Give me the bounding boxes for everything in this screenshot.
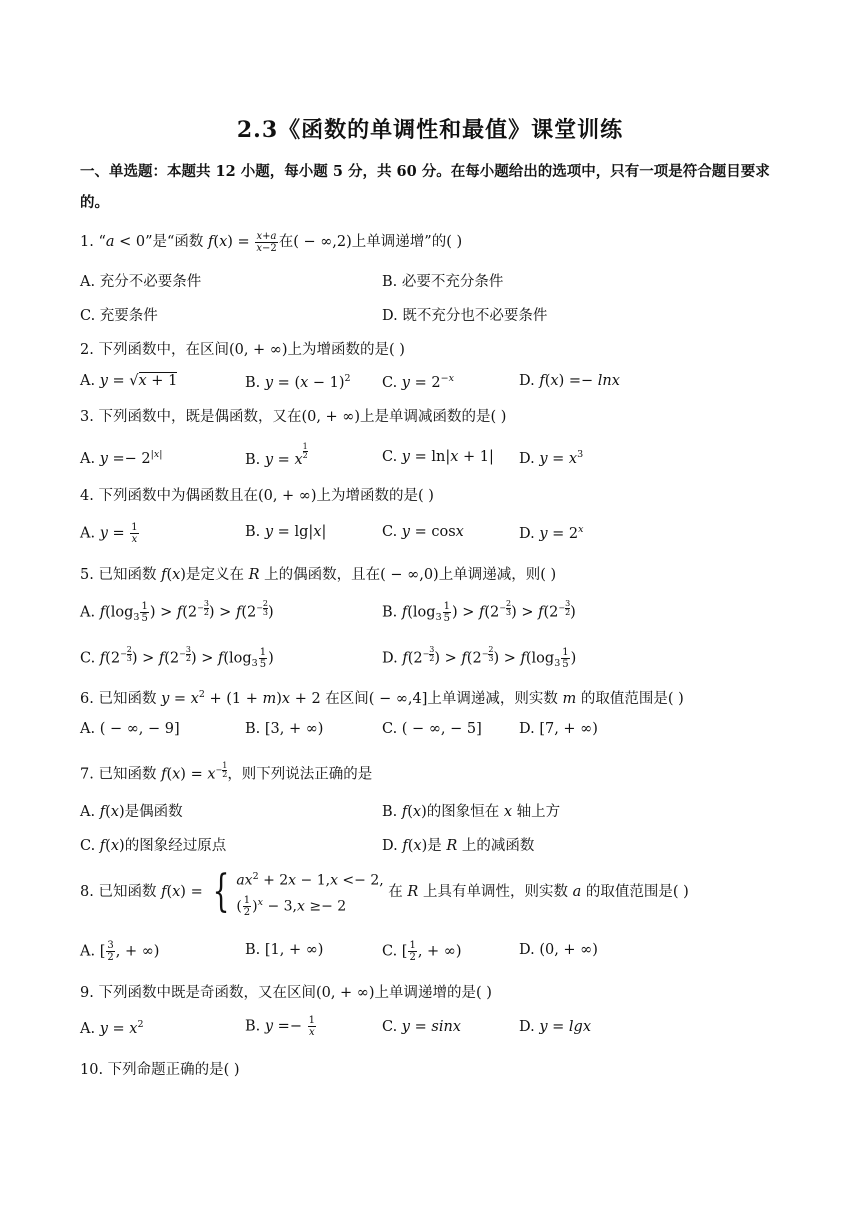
- q6-option-c: C. ( − ∞, − 5]: [382, 721, 482, 737]
- q5-option-b: B. $f(\log_3$ $\frac{1}{5}$ ) > f(2− $\frac{2}{3}$ ) > f(2− $\frac{3}{2}$ ): [382, 599, 576, 624]
- section-heading: 一、单选题：本题共 12 小题，每小题 5 分，共 60 分。在每小题给出的选项中，只有一项是符合题目要求的。: [80, 163, 770, 211]
- q5-option-d: D. f(2− $\frac{3}{2}$ ) > f(2− $\frac{2}{3}$ ) > $f(\log_3$ $\frac{1}{5}$ ): [382, 645, 577, 670]
- q1-option-b: B. 必要不充分条件: [382, 274, 504, 290]
- q8-option-a: A. [ $\frac{3}{2}$ , + ∞): [80, 940, 160, 963]
- q4-option-a: A. y = $\frac{1}{x}$: [80, 522, 138, 545]
- question-3-stem: 3. 下列函数中，既是偶函数，又在(0, + ∞)上是单调减函数的是( ): [80, 409, 507, 425]
- q3-option-a: A. $y =- 2^{|x|}$: [80, 449, 163, 467]
- q6-option-a: A. ( − ∞, − 9]: [80, 721, 180, 737]
- q2-option-c: C. $y = 2^{-x}$: [382, 373, 454, 391]
- q4-option-b: B. y = lg|x|: [245, 524, 327, 540]
- q2-option-b: B. $y = (x - 1)^2$: [245, 373, 351, 391]
- question-7-stem: 7. 已知函数 f(x) = x− $\frac{1}{2}$ ，则下列说法正确的是: [80, 761, 373, 783]
- question-4-stem: 4. 下列函数中为偶函数且在(0, + ∞)上为增函数的是( ): [80, 488, 434, 504]
- question-2-stem: 2. 下列函数中，在区间(0, + ∞)上为增函数的是( ): [80, 342, 405, 358]
- question-5-stem: 5. 已知函数 f(x)是定义在 R 上的偶函数，且在( − ∞,0)上单调递减，则( ): [80, 567, 557, 583]
- q7-option-c: C. f(x)的图象经过原点: [80, 838, 227, 854]
- question-10-stem: 10. 下列命题正确的是( ): [80, 1062, 240, 1078]
- q3-option-d: D. $y = x^3$: [519, 449, 584, 467]
- q7-option-d: D. f(x)是 R 上的减函数: [382, 838, 535, 854]
- q9-option-c: C. y = sinx: [382, 1019, 461, 1035]
- q9-option-b: B. y =− $\frac{1}{x}$: [245, 1015, 315, 1038]
- q9-option-a: A. $y = x^2$: [80, 1019, 144, 1037]
- q2-option-a: A. y = √x + 1: [80, 373, 178, 389]
- q3-option-c: C. y = ln|x + 1|: [382, 449, 494, 465]
- q6-option-d: D. [7, + ∞): [519, 721, 598, 737]
- q1-option-d: D. 既不充分也不必要条件: [382, 308, 548, 324]
- q7-option-b: B. f(x)的图象恒在 x 轴上方: [382, 804, 561, 820]
- q4-option-c: C. y = cosx: [382, 524, 464, 540]
- q7-option-a: A. f(x)是偶函数: [80, 804, 183, 820]
- question-1-stem: 1. “a < 0”是“函数 f(x) = $\frac{x+a}{x-2}$ 在( − ∞,2)上单调递增”的( ): [80, 230, 463, 254]
- question-6-stem: 6. 已知函数 $y = x^2 + (1 + m)x + 2$ 在区间( − ∞,4]上单调递减，则实数 m 的取值范围是( ): [80, 689, 684, 707]
- q5-option-c: C. f(2− $\frac{2}{3}$ ) > f(2− $\frac{3}{2}$ ) > $f(\log_3$ $\frac{1}{5}$ ): [80, 645, 274, 670]
- q3-option-b: B. y = x $\frac{1}{2}$: [245, 442, 308, 468]
- page-title: 2.3《函数的单调性和最值》课堂训练: [236, 117, 624, 143]
- q6-option-b: B. [3, + ∞): [245, 721, 324, 737]
- q2-option-d: D. f(x) =− lnx: [519, 373, 620, 389]
- q8-option-d: D. (0, + ∞): [519, 942, 598, 958]
- question-9-stem: 9. 下列函数中既是奇函数，又在区间(0, + ∞)上单调递增的是( ): [80, 985, 492, 1001]
- q9-option-d: D. y = lgx: [519, 1019, 592, 1035]
- q8-option-c: C. [ $\frac{1}{2}$ , + ∞): [382, 940, 462, 963]
- q1-option-a: A. 充分不必要条件: [80, 274, 202, 290]
- q5-option-a: A. $f(\log_3$ $\frac{1}{5}$ ) > f(2− $\frac{3}{2}$ ) > f(2− $\frac{2}{3}$ ): [80, 599, 274, 624]
- question-8-stem: 8. 已知函数 f(x) = { $ax^2 + 2x - 1,x <- 2$, ( $\frac{1}{2}$ )$^x$ − 3,x ≥− 2 在 R 上具有单调性，则实数 a 的取值范围是( ): [80, 865, 689, 918]
- q1-option-c: C. 充要条件: [80, 308, 158, 324]
- q4-option-d: D. $y = 2^x$: [519, 524, 584, 542]
- q8-option-b: B. [1, + ∞): [245, 942, 324, 958]
